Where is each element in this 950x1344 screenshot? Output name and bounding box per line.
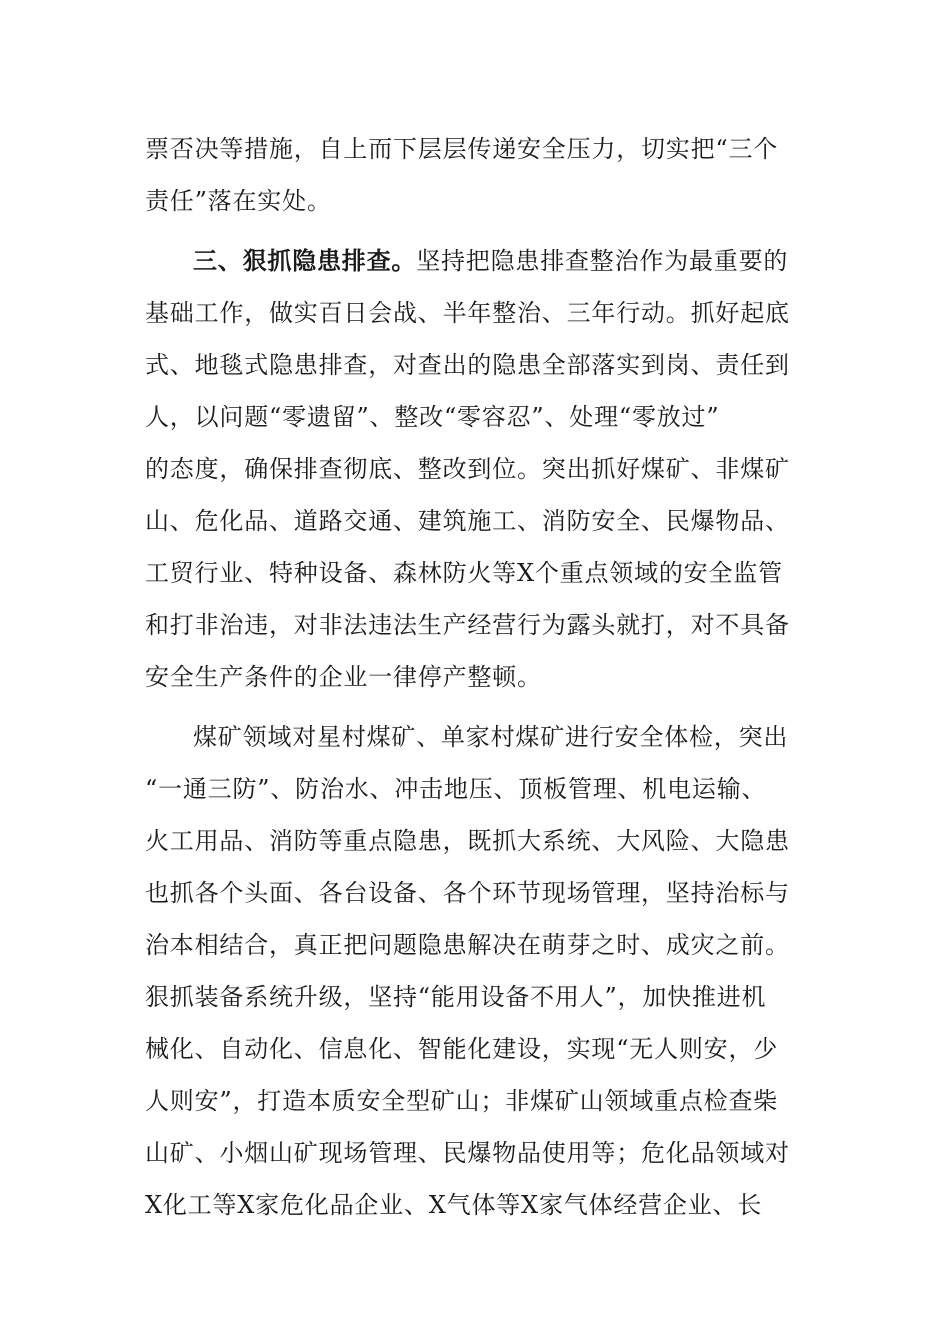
section-heading: 三、狠抓隐患排查。: [193, 247, 417, 275]
text-line: 人，以问题“零遗留”、整改“零容忍”、处理“零放过”: [145, 403, 720, 431]
text-line: 狠抓装备系统升级，坚持“能用设备不用人”，加快推进机: [145, 983, 767, 1011]
text-line: 工贸行业、特种设备、森林防火等X个重点领域的安全监管: [145, 559, 783, 587]
text-line: 山矿、小烟山矿现场管理、民爆物品使用等；危化品领域对: [145, 1139, 790, 1167]
document-body: [145, 123, 807, 1231]
paragraph-continuation: [145, 123, 807, 227]
text-line: 火工用品、消防等重点隐患，既抓大系统、大风险、大隐患: [145, 827, 790, 855]
paragraph-coal-mine: [145, 711, 807, 1231]
paragraph-section-three: [145, 235, 807, 703]
text-line: 的态度，确保排查彻底、整改到位。突出抓好煤矿、非煤矿: [145, 455, 790, 483]
text-line: 安全生产条件的企业一律停产整顿。: [145, 663, 542, 691]
text-line: 基础工作，做实百日会战、半年整治、三年行动。抓好起底: [145, 299, 790, 327]
text-line: “一通三防”、防治水、冲击地压、顶板管理、机电运输、: [145, 775, 767, 803]
heading-trailing-text: 坚持把隐患排查整治作为最重要的: [416, 247, 789, 275]
text-line: 械化、自动化、信息化、智能化建设，实现“无人则安，少: [145, 1035, 779, 1063]
text-line: 式、地毯式隐患排查，对查出的隐患全部落实到岗、责任到: [145, 351, 790, 379]
text-line: 票否决等措施，自上而下层层传递安全压力，切实把“三个: [145, 135, 779, 163]
text-line: [145, 235, 807, 287]
text-line: 人则安”，打造本质安全型矿山；非煤矿山领域重点检查柴: [145, 1087, 779, 1115]
text-line: 责任”落在实处。: [145, 187, 332, 215]
text-line: 治本相结合，真正把问题隐患解决在萌芽之时、成灾之前。: [145, 931, 790, 959]
text-line: 山、危化品、道路交通、建筑施工、消防安全、民爆物品、: [145, 507, 790, 535]
text-line: 煤矿领域对星村煤矿、单家村煤矿进行安全体检，突出: [193, 723, 789, 751]
text-line: 和打非治违，对非法违法生产经营行为露头就打，对不具备: [145, 611, 790, 639]
text-line: X化工等X家危化品企业、X气体等X家气体经营企业、长: [145, 1191, 763, 1219]
text-line: 也抓各个头面、各台设备、各个环节现场管理，坚持治标与: [145, 879, 790, 907]
